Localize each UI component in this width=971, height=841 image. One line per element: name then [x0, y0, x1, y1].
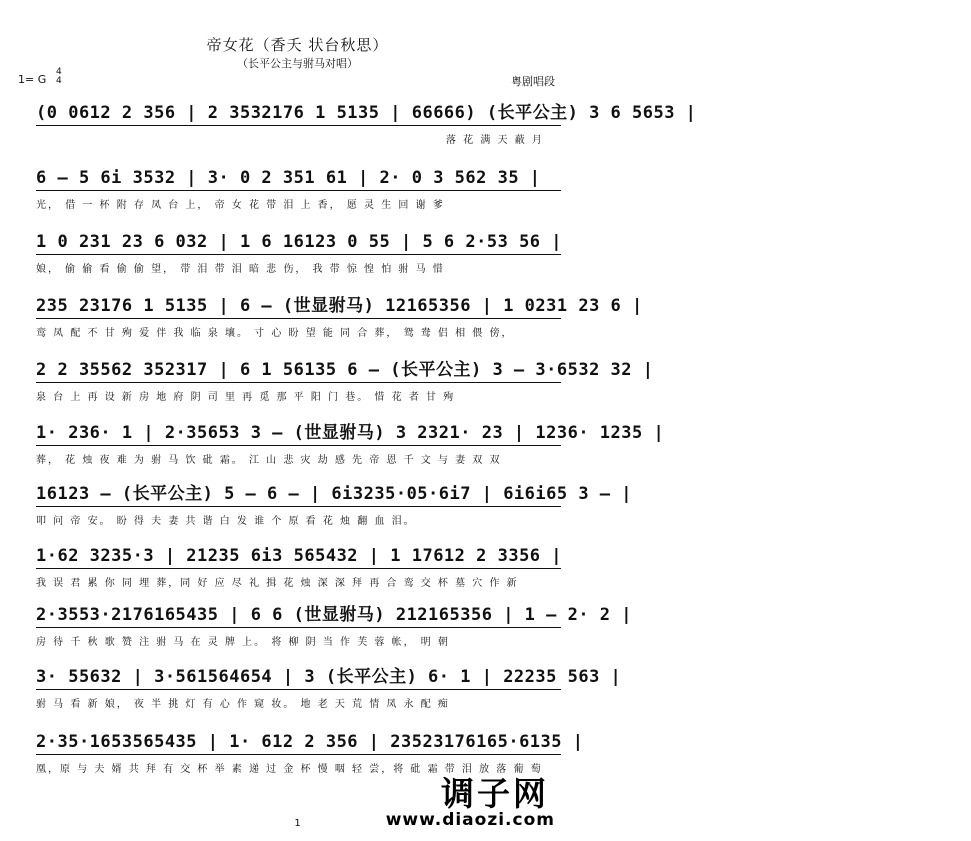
- genre-label: 粤剧唱段: [511, 75, 555, 88]
- lyrics: 泉 台 上 再 设 新 房 地 府 阴 司 里 再 觅 那 平 阳 门 巷。 惜 花 者 甘 殉: [36, 392, 456, 403]
- page-title: 帝女花（香夭 状台秋思）: [206, 36, 389, 54]
- notation: 2·3553·2176165435 | 6 6 (世显驸马) 212165356 | 1 — 2· 2 |: [36, 605, 633, 625]
- lyrics: 驸 马 看 新 娘， 夜 半 挑 灯 有 心 作 窥 妆。 地 老 天 荒 情 凤 永 配 痴: [36, 699, 450, 710]
- watermark-brand: 调子网: [441, 774, 549, 813]
- lyrics: 房 待 千 秋 歌 赞 注 驸 马 在 灵 牌 上。 将 柳 阴 当 作 芙 蓉 帐， 明 朝: [36, 637, 450, 648]
- lyrics: 落 花 满 天 蔽 月: [446, 135, 544, 146]
- beam-line: [36, 318, 561, 319]
- page-subtitle: （长平公主与驸马对唱）: [237, 57, 358, 70]
- lyrics: 凰，原 与 夫 婿 共 拜 有 交 杯 举 素 递 过 金 杯 慢 咽 轻 尝，将 砒 霜 带 泪 放 落 葡 萄: [36, 764, 543, 775]
- beam-line: [36, 627, 561, 628]
- beam-line: [36, 568, 561, 569]
- notation: 3· 55632 | 3·561564654 | 3 (长平公主) 6· 1 | 22235 563 |: [36, 667, 622, 687]
- lyrics: 鸾 凤 配 不 甘 殉 爱 伴 我 临 泉 壤。 寸 心 盼 望 能 同 合 葬， 鸳 鸯 侣 相 偎 傍，: [36, 328, 514, 339]
- key-signature: 1= G: [18, 73, 47, 86]
- beam-line: [36, 689, 561, 690]
- notation: 235 23176 1 5135 | 6 — (世显驸马) 12165356 | 1 0231 23 6 |: [36, 296, 643, 316]
- lyrics: 我 误 君 累 你 同 埋 葬，同 好 应 尽 礼 揖 花 烛 深 深 拜 再 合 鸾 交 杯 墓 穴 作 新: [36, 578, 519, 589]
- beam-line: [36, 445, 561, 446]
- beam-line: [36, 254, 561, 255]
- notation: 2·35·1653565435 | 1· 612 2 356 | 23523176165·6135 |: [36, 732, 584, 752]
- beam-line: [36, 125, 561, 126]
- page-number: 1: [294, 818, 301, 829]
- time-signature: [56, 68, 62, 86]
- beam-line: [36, 754, 561, 755]
- lyrics: 叩 问 帝 安。 盼 得 夫 妻 共 谐 白 发 谁 个 原 看 花 烛 翻 血 泪。: [36, 516, 416, 527]
- notation: 6 — 5 6i 3532 | 3· 0 2 351 61 | 2· 0 3 562 35 |: [36, 168, 541, 188]
- notation: 2 2 35562 352317 | 6 1 56135 6 — (长平公主) 3 — 3·6532 32 |: [36, 360, 654, 380]
- beam-line: [36, 190, 561, 191]
- beam-line: [36, 382, 561, 383]
- notation: (0 0612 2 356 | 2 3532176 1 5135 | 66666) (长平公主) 3 6 5653 |: [36, 103, 697, 123]
- time-signature-bottom: 4: [56, 76, 62, 86]
- lyrics: 娘， 偷 偷 看 偷 偷 望， 带 泪 带 泪 暗 悲 伤， 我 带 惊 惶 怕 驸 马 惜: [36, 264, 445, 275]
- notation: 16123 — (长平公主) 5 — 6 — | 6i3235·05·6i7 | 6i6i65 3 — |: [36, 484, 633, 504]
- time-signature-top: 4: [56, 67, 62, 77]
- watermark-url: www.diaozi.com: [385, 810, 555, 830]
- lyrics: 葬， 花 烛 夜 难 为 驸 马 饮 砒 霜。 江 山 悲 灾 劫 感 先 帝 恩 千 文 与 妻 双 双: [36, 455, 502, 466]
- notation: 1·62 3235·3 | 21235 6i3 565432 | 1 17612 2 3356 |: [36, 546, 563, 566]
- notation: 1 0 231 23 6 032 | 1 6 16123 0 55 | 5 6 2·53 56 |: [36, 232, 563, 252]
- notation: 1· 236· 1 | 2·35653 3 — (世显驸马) 3 2321· 23 | 1236· 1235 |: [36, 423, 665, 443]
- lyrics: 光， 借 一 杯 附 存 凤 台 上， 帝 女 花 带 泪 上 香， 愿 灵 生 回 谢 爹: [36, 200, 445, 211]
- beam-line: [36, 506, 561, 507]
